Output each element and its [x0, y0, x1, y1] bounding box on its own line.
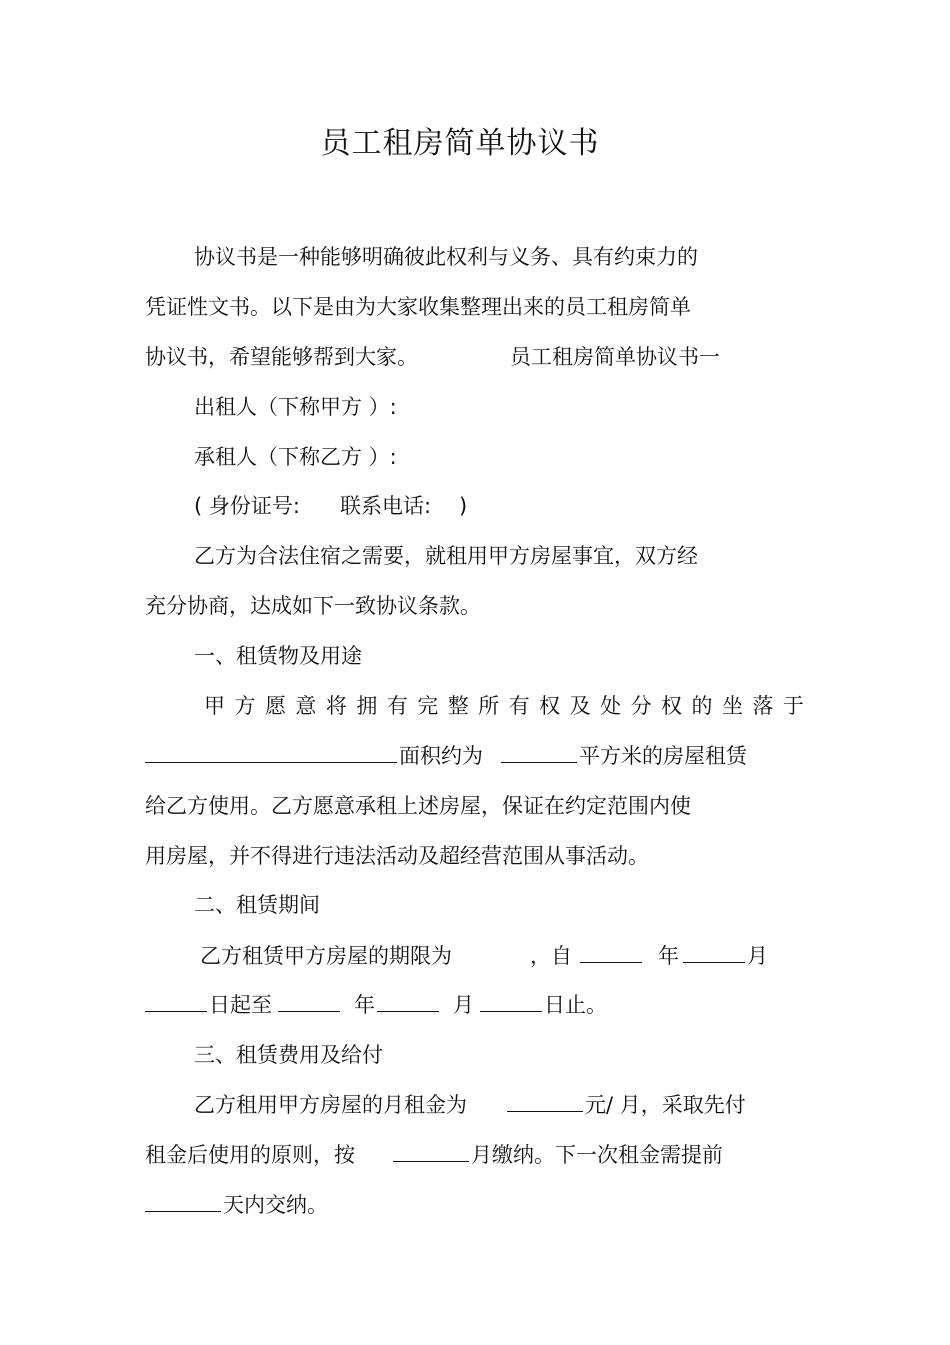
- section-3-line-2: [145, 1140, 810, 1170]
- end-month-label: 月: [453, 993, 474, 1017]
- close-paren: ): [459, 494, 468, 518]
- monthly-rent-label: 乙方租用甲方房屋的月租金为: [194, 1093, 467, 1117]
- advance-days-text: 天内交纳。: [223, 1193, 328, 1217]
- until-label: 日起至: [209, 993, 272, 1017]
- area-label: 面积约为: [399, 744, 483, 768]
- section-2-heading: 二、租赁期间: [194, 893, 320, 917]
- char: 所: [478, 694, 500, 718]
- intro-line-3-text: 协议书，希望能够帮到大家。: [145, 345, 418, 369]
- lessor-line: 出租人（下称甲方 ）:: [194, 395, 397, 419]
- agreement-subtitle: 员工租房简单协议书一: [510, 345, 720, 369]
- section-2-line-1: [200, 941, 810, 971]
- end-year-blank[interactable]: [278, 991, 340, 1012]
- address-blank[interactable]: [145, 742, 397, 763]
- start-year-blank[interactable]: [580, 942, 642, 963]
- area-unit-text: 平方米的房屋租赁: [579, 744, 747, 768]
- char: 坐: [721, 694, 743, 718]
- char: 愿: [264, 694, 286, 718]
- phone-label: 联系电话:: [339, 494, 432, 518]
- char: 落: [752, 694, 774, 718]
- intro-line-2: 凭证性文书。以下是由为大家收集整理出来的员工租房简单: [145, 295, 691, 319]
- preamble-line-1: 乙方为合法住宿之需要，就租用甲方房屋事宜，双方经: [194, 544, 698, 568]
- advance-days-blank[interactable]: [145, 1191, 221, 1212]
- section-1-heading: 一、租赁物及用途: [194, 644, 362, 668]
- section-2-line-2: [145, 990, 810, 1020]
- char: 完: [417, 694, 439, 718]
- char: 分: [630, 694, 652, 718]
- document-title: 员工租房简单协议书: [320, 126, 600, 161]
- end-month-blank[interactable]: [377, 991, 439, 1012]
- char: 拥: [356, 694, 378, 718]
- intro-line-3: [145, 342, 810, 372]
- section-3-line-1: [194, 1090, 810, 1120]
- char: 处: [600, 694, 622, 718]
- section-1-line-1: [204, 691, 804, 721]
- id-number-label: ( 身份证号:: [194, 494, 300, 518]
- preamble-line-2: 充分协商，达成如下一致协议条款。: [145, 594, 481, 618]
- char: 权: [539, 694, 561, 718]
- start-month-blank[interactable]: [683, 942, 745, 963]
- payment-principle-label: 租金后使用的原则，按: [145, 1143, 355, 1167]
- char: 有: [386, 694, 408, 718]
- section-3-heading: 三、租赁费用及给付: [194, 1043, 383, 1067]
- section-3-line-3: [145, 1190, 810, 1220]
- year-label: 年: [658, 944, 679, 968]
- char: 整: [447, 694, 469, 718]
- char: 甲: [204, 694, 225, 718]
- from-label: ，自: [530, 944, 572, 968]
- char: 有: [508, 694, 530, 718]
- monthly-rent-blank[interactable]: [507, 1091, 583, 1112]
- end-year-label: 年: [354, 993, 375, 1017]
- end-day-label: 日止。: [544, 993, 607, 1017]
- section-1-line-3: 给乙方使用。乙方愿意承租上述房屋，保证在约定范围内使: [145, 794, 691, 818]
- section-1-line-2: [145, 741, 810, 771]
- payment-cycle-text: 月缴纳。下一次租金需提前: [471, 1143, 723, 1167]
- lease-term-label: 乙方租赁甲方房屋的期限为: [200, 944, 452, 968]
- rent-unit-text: 元/ 月，采取先付: [585, 1093, 746, 1117]
- char: 的: [691, 694, 713, 718]
- char: 意: [295, 694, 317, 718]
- id-phone-line: [194, 491, 810, 521]
- char: 将: [325, 694, 347, 718]
- end-day-blank[interactable]: [480, 991, 542, 1012]
- char: 权: [661, 694, 683, 718]
- start-day-blank[interactable]: [145, 991, 207, 1012]
- char: 于: [782, 694, 804, 718]
- area-blank[interactable]: [501, 742, 577, 763]
- month-label: 月: [747, 944, 768, 968]
- char: 及: [569, 694, 591, 718]
- lessee-line: 承租人（下称乙方 ）:: [194, 445, 397, 469]
- char: 方: [234, 694, 256, 718]
- payment-months-blank[interactable]: [393, 1141, 469, 1162]
- section-1-line-4: 用房屋，并不得进行违法活动及超经营范围从事活动。: [145, 844, 649, 868]
- intro-line-1: 协议书是一种能够明确彼此权利与义务、具有约束力的: [194, 245, 698, 269]
